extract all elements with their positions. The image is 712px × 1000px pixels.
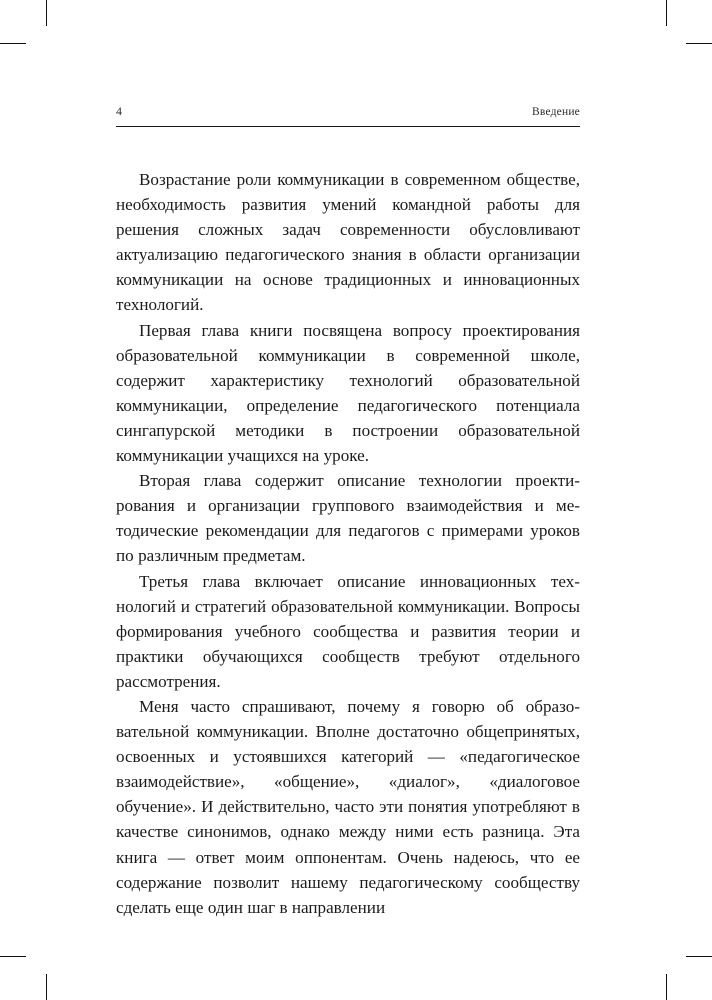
- crop-mark-bottom-left-vertical: [46, 974, 47, 1000]
- paragraph: Вторая глава содержит описание технологии проектирования и организации группового взаимодействия и методические рекомендации для педагогов с примерами уроков по различным предметам.: [116, 471, 580, 566]
- crop-mark-top-right-horizontal: [686, 43, 712, 44]
- page-number: 4: [116, 104, 123, 118]
- paragraph: Третья глава включает описание инновационных технологий и стратегий образовательной коммуникации. Вопросы формирования учебного сообщества и развития теории и практики обучающихся сообществ требуют отдельного рассмотрения.: [116, 571, 580, 691]
- paragraph: Меня часто спрашивают, почему я говорю об образовательной коммуникации. Вполне достаточно общепринятых, освоенных и устоявшихся категорий — «педагогическое взаимодействие», «общение», «диалог», «диалоговое обучение». И действительно, часто эти понятия употребляют в качестве синонимов, однако между ними есть разница. Эта книга — ответ моим оппонентам. Очень надеюсь, что ее содержание позволит нашему педагогическому сообществу сделать еще один шаг в направлении: [116, 696, 580, 917]
- running-head: [116, 104, 580, 127]
- body-copy: [116, 167, 580, 920]
- crop-mark-bottom-right-vertical: [666, 974, 667, 1000]
- text-block: [116, 104, 580, 920]
- crop-mark-bottom-left-horizontal: [0, 956, 26, 957]
- paragraph: Первая глава книги посвящена вопросу проектирования образовательной коммуникации в современной школе, содержит характеристику технологий образовательной коммуникации, определение педагогического потенциала сингапурской методики в построении образовательной коммуникации учащихся на уроке.: [116, 320, 580, 466]
- crop-mark-top-left-vertical: [46, 0, 47, 26]
- crop-mark-bottom-right-horizontal: [686, 956, 712, 957]
- running-head-title: Введение: [532, 106, 580, 118]
- crop-mark-top-left-horizontal: [0, 43, 26, 44]
- paragraph: Возрастание роли коммуникации в современном обществе, необходимость развития умений командной работы для решения сложных задач современности обусловливают актуализацию педагогического знания в области организации коммуникации на основе традиционных и инновационных технологий.: [116, 170, 580, 315]
- crop-mark-top-right-vertical: [666, 0, 667, 26]
